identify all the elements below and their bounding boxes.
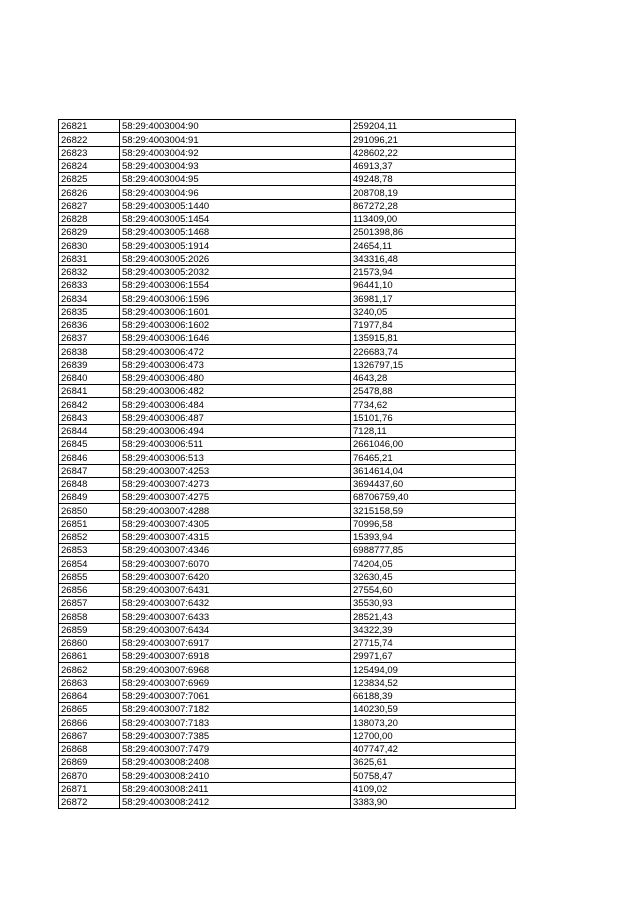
value-cell: 15101,76	[351, 411, 516, 424]
cadastral-number-cell: 58:29:4003007:4315	[120, 530, 351, 543]
cadastral-number-cell: 58:29:4003007:6420	[120, 570, 351, 583]
cadastral-number-cell: 58:29:4003007:7061	[120, 689, 351, 702]
value-cell: 3614614,04	[351, 464, 516, 477]
cadastral-number-cell: 58:29:4003007:6969	[120, 676, 351, 689]
table-row	[59, 292, 516, 305]
row-number-cell: 26842	[59, 398, 120, 411]
row-number-cell: 26865	[59, 703, 120, 716]
cadastral-number-cell: 58:29:4003004:91	[120, 133, 351, 146]
row-number-cell: 26839	[59, 358, 120, 371]
cadastral-number-cell: 58:29:4003004:95	[120, 173, 351, 186]
value-cell: 12700,00	[351, 729, 516, 742]
value-cell: 3383,90	[351, 795, 516, 808]
table-row	[59, 371, 516, 384]
row-number-cell: 26821	[59, 120, 120, 133]
value-cell: 29971,67	[351, 650, 516, 663]
table-row	[59, 438, 516, 451]
value-cell: 15393,94	[351, 530, 516, 543]
table-row	[59, 385, 516, 398]
value-cell: 428602,22	[351, 146, 516, 159]
row-number-cell: 26837	[59, 332, 120, 345]
table-row	[59, 530, 516, 543]
row-number-cell: 26859	[59, 623, 120, 636]
table-row	[59, 504, 516, 517]
cadastral-number-cell: 58:29:4003006:484	[120, 398, 351, 411]
cadastral-number-cell: 58:29:4003004:96	[120, 186, 351, 199]
row-number-cell: 26847	[59, 464, 120, 477]
table-row	[59, 239, 516, 252]
table-row	[59, 716, 516, 729]
value-cell: 867272,28	[351, 199, 516, 212]
table-row	[59, 199, 516, 212]
table-row	[59, 133, 516, 146]
row-number-cell: 26857	[59, 597, 120, 610]
table-row	[59, 345, 516, 358]
cadastral-number-cell: 58:29:4003008:2411	[120, 782, 351, 795]
value-cell: 24654,11	[351, 239, 516, 252]
row-number-cell: 26869	[59, 756, 120, 769]
cadastral-number-cell: 58:29:4003007:4273	[120, 477, 351, 490]
cadastral-number-cell: 58:29:4003004:92	[120, 146, 351, 159]
value-cell: 27715,74	[351, 636, 516, 649]
row-number-cell: 26855	[59, 570, 120, 583]
value-cell: 123834,52	[351, 676, 516, 689]
row-number-cell: 26833	[59, 279, 120, 292]
table-row	[59, 623, 516, 636]
cadastral-number-cell: 58:29:4003005:2026	[120, 252, 351, 265]
cadastral-number-cell: 58:29:4003006:487	[120, 411, 351, 424]
table-row	[59, 186, 516, 199]
row-number-cell: 26836	[59, 318, 120, 331]
value-cell: 25478,88	[351, 385, 516, 398]
value-cell: 32630,45	[351, 570, 516, 583]
row-number-cell: 26823	[59, 146, 120, 159]
table-row	[59, 583, 516, 596]
cadastral-number-cell: 58:29:4003006:494	[120, 424, 351, 437]
row-number-cell: 26832	[59, 265, 120, 278]
cadastral-number-cell: 58:29:4003006:473	[120, 358, 351, 371]
cadastral-number-cell: 58:29:4003006:1646	[120, 332, 351, 345]
cadastral-number-cell: 58:29:4003007:4275	[120, 491, 351, 504]
table-row	[59, 424, 516, 437]
cadastral-number-cell: 58:29:4003004:90	[120, 120, 351, 133]
value-cell: 2661046,00	[351, 438, 516, 451]
table-row	[59, 703, 516, 716]
row-number-cell: 26862	[59, 663, 120, 676]
table-row	[59, 173, 516, 186]
value-cell: 49248,78	[351, 173, 516, 186]
row-number-cell: 26871	[59, 782, 120, 795]
row-number-cell: 26846	[59, 451, 120, 464]
table-row	[59, 398, 516, 411]
cadastral-number-cell: 58:29:4003005:1454	[120, 212, 351, 225]
row-number-cell: 26870	[59, 769, 120, 782]
value-cell: 7734,62	[351, 398, 516, 411]
row-number-cell: 26840	[59, 371, 120, 384]
row-number-cell: 26826	[59, 186, 120, 199]
value-cell: 27554,60	[351, 583, 516, 596]
value-cell: 343316,48	[351, 252, 516, 265]
cadastral-number-cell: 58:29:4003007:4253	[120, 464, 351, 477]
row-number-cell: 26863	[59, 676, 120, 689]
value-cell: 125494,09	[351, 663, 516, 676]
row-number-cell: 26822	[59, 133, 120, 146]
value-cell: 28521,43	[351, 610, 516, 623]
row-number-cell: 26834	[59, 292, 120, 305]
row-number-cell: 26849	[59, 491, 120, 504]
cadastral-number-cell: 58:29:4003007:4288	[120, 504, 351, 517]
row-number-cell: 26866	[59, 716, 120, 729]
table-row	[59, 332, 516, 345]
value-cell: 71977,84	[351, 318, 516, 331]
table-row	[59, 756, 516, 769]
table-row	[59, 146, 516, 159]
cadastral-number-cell: 58:29:4003004:93	[120, 159, 351, 172]
row-number-cell: 26830	[59, 239, 120, 252]
table-row	[59, 782, 516, 795]
value-cell: 291096,21	[351, 133, 516, 146]
cadastral-number-cell: 58:29:4003005:1440	[120, 199, 351, 212]
row-number-cell: 26824	[59, 159, 120, 172]
table-row	[59, 557, 516, 570]
cadastral-number-cell: 58:29:4003007:6917	[120, 636, 351, 649]
row-number-cell: 26856	[59, 583, 120, 596]
cadastral-number-cell: 58:29:4003005:1468	[120, 226, 351, 239]
table-body	[59, 120, 516, 809]
cadastral-value-table	[58, 119, 516, 809]
value-cell: 66188,39	[351, 689, 516, 702]
cadastral-number-cell: 58:29:4003006:1596	[120, 292, 351, 305]
value-cell: 68706759,40	[351, 491, 516, 504]
row-number-cell: 26858	[59, 610, 120, 623]
table-row	[59, 265, 516, 278]
value-cell: 3215158,59	[351, 504, 516, 517]
table-row	[59, 279, 516, 292]
row-number-cell: 26831	[59, 252, 120, 265]
value-cell: 46913,37	[351, 159, 516, 172]
cadastral-number-cell: 58:29:4003007:7385	[120, 729, 351, 742]
value-cell: 140230,59	[351, 703, 516, 716]
value-cell: 74204,05	[351, 557, 516, 570]
cadastral-number-cell: 58:29:4003006:1554	[120, 279, 351, 292]
table-row	[59, 464, 516, 477]
cadastral-number-cell: 58:29:4003007:4346	[120, 544, 351, 557]
row-number-cell: 26825	[59, 173, 120, 186]
row-number-cell: 26861	[59, 650, 120, 663]
cadastral-number-cell: 58:29:4003006:513	[120, 451, 351, 464]
value-cell: 50758,47	[351, 769, 516, 782]
row-number-cell: 26827	[59, 199, 120, 212]
cadastral-number-cell: 58:29:4003007:6070	[120, 557, 351, 570]
row-number-cell: 26851	[59, 517, 120, 530]
value-cell: 7128,11	[351, 424, 516, 437]
value-cell: 226683,74	[351, 345, 516, 358]
value-cell: 4109,02	[351, 782, 516, 795]
table-row	[59, 226, 516, 239]
table-row	[59, 636, 516, 649]
row-number-cell: 26872	[59, 795, 120, 808]
row-number-cell: 26854	[59, 557, 120, 570]
row-number-cell: 26852	[59, 530, 120, 543]
table-row	[59, 305, 516, 318]
value-cell: 6988777,85	[351, 544, 516, 557]
row-number-cell: 26844	[59, 424, 120, 437]
cadastral-number-cell: 58:29:4003007:7182	[120, 703, 351, 716]
cadastral-number-cell: 58:29:4003007:6432	[120, 597, 351, 610]
table-row	[59, 159, 516, 172]
value-cell: 70996,58	[351, 517, 516, 530]
table-row	[59, 663, 516, 676]
cadastral-number-cell: 58:29:4003008:2412	[120, 795, 351, 808]
table-row	[59, 517, 516, 530]
value-cell: 3625,61	[351, 756, 516, 769]
row-number-cell: 26864	[59, 689, 120, 702]
value-cell: 34322,39	[351, 623, 516, 636]
cadastral-number-cell: 58:29:4003005:2032	[120, 265, 351, 278]
row-number-cell: 26853	[59, 544, 120, 557]
table-row	[59, 729, 516, 742]
table-row	[59, 477, 516, 490]
cadastral-number-cell: 58:29:4003007:4305	[120, 517, 351, 530]
row-number-cell: 26867	[59, 729, 120, 742]
value-cell: 407747,42	[351, 742, 516, 755]
row-number-cell: 26843	[59, 411, 120, 424]
cadastral-number-cell: 58:29:4003007:6433	[120, 610, 351, 623]
value-cell: 3694437,60	[351, 477, 516, 490]
value-cell: 3240,05	[351, 305, 516, 318]
cadastral-number-cell: 58:29:4003005:1914	[120, 239, 351, 252]
value-cell: 21573,94	[351, 265, 516, 278]
table-row	[59, 676, 516, 689]
table-row	[59, 451, 516, 464]
table-row	[59, 597, 516, 610]
value-cell: 4643,28	[351, 371, 516, 384]
table-row	[59, 769, 516, 782]
value-cell: 208708,19	[351, 186, 516, 199]
cadastral-number-cell: 58:29:4003006:1602	[120, 318, 351, 331]
value-cell: 1326797,15	[351, 358, 516, 371]
cadastral-number-cell: 58:29:4003006:1601	[120, 305, 351, 318]
table-row	[59, 212, 516, 225]
cadastral-number-cell: 58:29:4003007:6968	[120, 663, 351, 676]
table-row	[59, 120, 516, 133]
row-number-cell: 26828	[59, 212, 120, 225]
table-row	[59, 570, 516, 583]
table-row	[59, 689, 516, 702]
table-row	[59, 252, 516, 265]
value-cell: 135915,81	[351, 332, 516, 345]
cadastral-number-cell: 58:29:4003007:6431	[120, 583, 351, 596]
value-cell: 113409,00	[351, 212, 516, 225]
cadastral-number-cell: 58:29:4003007:7183	[120, 716, 351, 729]
row-number-cell: 26868	[59, 742, 120, 755]
table-row	[59, 491, 516, 504]
row-number-cell: 26845	[59, 438, 120, 451]
cadastral-number-cell: 58:29:4003006:480	[120, 371, 351, 384]
row-number-cell: 26841	[59, 385, 120, 398]
table-row	[59, 411, 516, 424]
table-row	[59, 742, 516, 755]
row-number-cell: 26829	[59, 226, 120, 239]
cadastral-number-cell: 58:29:4003007:7479	[120, 742, 351, 755]
value-cell: 76465,21	[351, 451, 516, 464]
cadastral-number-cell: 58:29:4003008:2410	[120, 769, 351, 782]
value-cell: 2501398,86	[351, 226, 516, 239]
table-row	[59, 795, 516, 808]
row-number-cell: 26850	[59, 504, 120, 517]
value-cell: 138073,20	[351, 716, 516, 729]
cadastral-number-cell: 58:29:4003008:2408	[120, 756, 351, 769]
cadastral-number-cell: 58:29:4003006:472	[120, 345, 351, 358]
cadastral-number-cell: 58:29:4003007:6434	[120, 623, 351, 636]
table-row	[59, 610, 516, 623]
cadastral-number-cell: 58:29:4003006:511	[120, 438, 351, 451]
cadastral-number-cell: 58:29:4003006:482	[120, 385, 351, 398]
value-cell: 35530,93	[351, 597, 516, 610]
value-cell: 36981,17	[351, 292, 516, 305]
table-row	[59, 650, 516, 663]
table-row	[59, 544, 516, 557]
cadastral-number-cell: 58:29:4003007:6918	[120, 650, 351, 663]
row-number-cell: 26835	[59, 305, 120, 318]
value-cell: 96441,10	[351, 279, 516, 292]
row-number-cell: 26860	[59, 636, 120, 649]
table-row	[59, 318, 516, 331]
value-cell: 259204,11	[351, 120, 516, 133]
row-number-cell: 26848	[59, 477, 120, 490]
table-row	[59, 358, 516, 371]
row-number-cell: 26838	[59, 345, 120, 358]
